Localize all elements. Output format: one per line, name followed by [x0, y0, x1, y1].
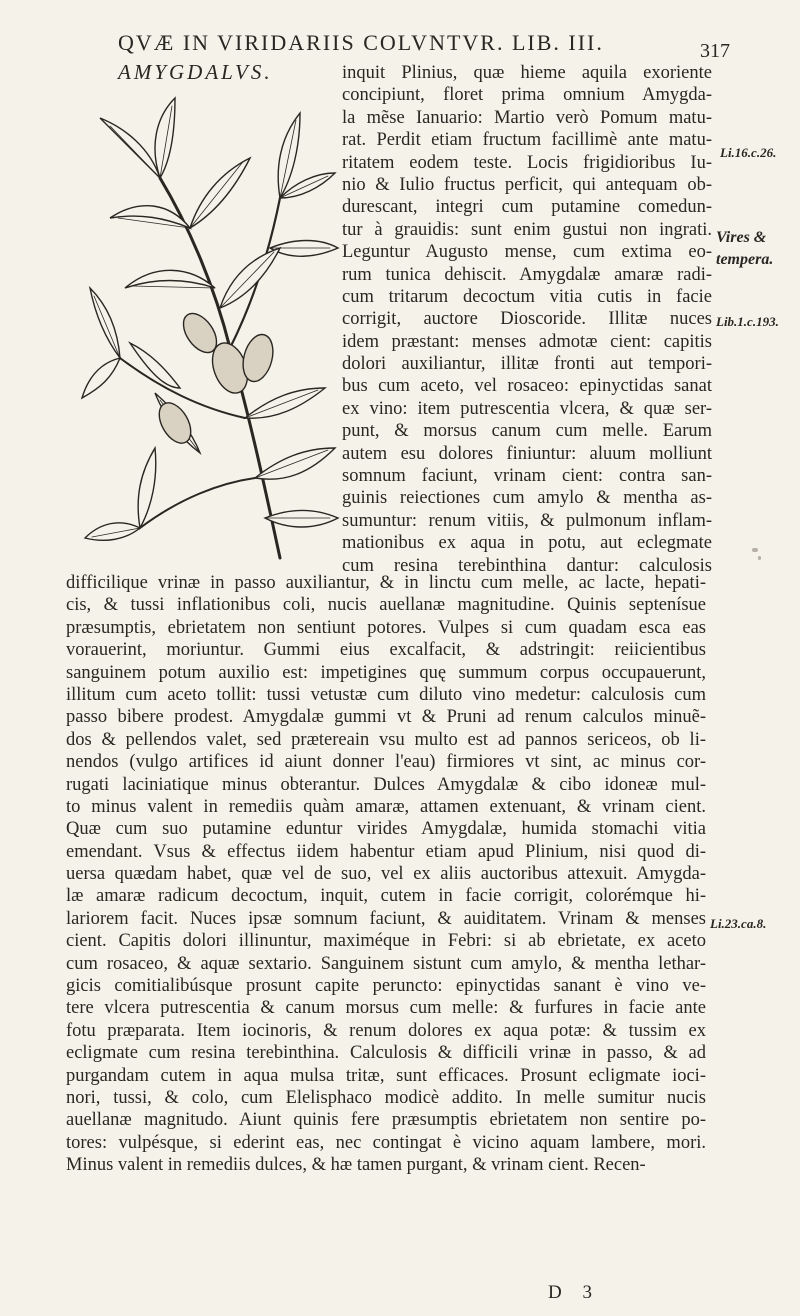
text-line: passo bibere prodest. Amygdalæ gummi vt & Pruni ad renum calculos minuẽ-: [66, 707, 706, 728]
text-line: rugati laciniatique minus obterantur. Dulces Amygdalæ & cibo idoneæ mul-: [66, 774, 706, 795]
ink-speck: [752, 548, 758, 552]
text-line: tere vlcera putrescentia & canum morsus cum melle: & furfures in facie ante: [66, 998, 706, 1019]
text-line: nendos (vulgo artifices id aiunt donner l'eau) firmiores vt sint, ac minus cor-: [66, 752, 706, 773]
text-line: cient. Capitis dolori illinuntur, maximéque in Febri: si ab ebrietate, ex aceto: [66, 931, 706, 952]
almond-branch-woodcut: [80, 88, 340, 578]
text-line: ex vino: item putrescentia vlcera, & quæ ser-: [342, 398, 712, 419]
text-line: Minus valent in remediis dulces, & hæ tamen purgant, & vrinam cient. Recen-: [66, 1155, 646, 1176]
text-line: gicis comitialibúsque prosunt capite perunctо: epinyctidas sanant è vino ve-: [66, 976, 706, 997]
text-line: uersa quædam habet, quæ vel de suo, vel ex aliis auctoribus attexuit. Amygda-: [66, 864, 706, 885]
text-column-narrow: [342, 62, 712, 577]
text-line: inquit Plinius, quæ hieme aquila exoriente: [342, 63, 712, 83]
text-line: autem esu dolores finiuntur: aluum molliunt: [342, 443, 712, 464]
margin-heading-tempera: tempera.: [716, 251, 774, 268]
margin-reference: Lib.1.c.193.: [716, 314, 779, 329]
text-line: auellanæ magnitudo. Aiunt quinis fere præsumptis ebrietatem non sentire po-: [66, 1110, 706, 1131]
text-line: rat. Perdit etiam fructum facillimè ante matu-: [342, 130, 712, 151]
text-line: læ amaræ radicum decoctum, inquit, cutem in facie corrigit, colorémque hi-: [66, 886, 706, 907]
text-line: sanguinem potum auxilio est: impetigines quę summum corpus occupauerunt,: [66, 662, 706, 683]
margin-reference: Li.16.c.26.: [720, 145, 777, 160]
text-line: bus cum aceto, vel rosaceo: epinyctidas sanat: [342, 376, 712, 397]
text-column-wide: [66, 572, 706, 1177]
text-line: nio & Iulio fructus perficit, qui antequam ob-: [342, 174, 712, 195]
text-line: somnum faciunt, vrinam cient: contra san-: [342, 466, 712, 487]
text-line: dolori auxiliantur, illitæ fronti aut tempori-: [342, 354, 712, 375]
text-line: ritatem eodem teste. Locis frigidioribus Iu-: [342, 152, 712, 173]
text-line: cis, & tussi inflationibus coli, nucis auellanæ magnitudine. Quinis septenísue: [66, 595, 706, 616]
text-line: mationibus ex aqua in potu, aut eclegmate: [342, 533, 712, 554]
text-line: la mẽse Ianuario: Martio verò Pomum matu-: [342, 107, 712, 128]
text-line: concipiunt, floret prima omnium Amygda-: [342, 85, 712, 106]
text-line: rum tunica dehiscit. Amygdalæ amaræ radi-: [342, 264, 712, 285]
text-line: Quæ cum suo putamine eduntur virides Amygdalæ, humida stomachi vitia: [66, 819, 706, 840]
text-line: cum tritarum decoctum vitia cutis in facie: [342, 286, 712, 307]
text-line: ecligmate cum resina terebinthina. Calculosis & difficili vrinæ in passo, & ad: [66, 1043, 706, 1064]
margin-heading-vires: Vires &: [716, 229, 767, 246]
text-line: præsumptis, ebrietatem non sentiunt potores. Vulpes si cum quadam esca eas: [66, 617, 706, 638]
text-line: cum resina terebinthina dantur: calculosis: [342, 555, 712, 576]
text-line: dos & pellendos valet, sed prætereain vsu multo est ad pannos sericeos, ob li-: [66, 729, 706, 750]
text-line: vorauerint, moriuntur. Gummi eius excalfacit, & adstringit: reiicientibus: [66, 640, 706, 661]
text-line: durescant, integri cum putamine comedun-: [342, 197, 712, 218]
text-line: idem præstant: menses admotæ cient: capitis: [342, 331, 712, 352]
section-heading: AMYGDALVS.: [118, 60, 273, 84]
signature-mark: D 3: [548, 1282, 600, 1303]
text-line: emendant. Vsus & effectus iidem habentur etiam apud Plinium, nisi quod di-: [66, 841, 706, 862]
text-line: cum rosaceo, & aquæ sextario. Sanguinem sistunt cum amylo, & mentha lethar-: [66, 953, 706, 974]
text-line: fotu præparata. Item iocinoris, & renum dolores ex aqua potæ: & tussim ex: [66, 1020, 706, 1041]
text-line: corrigit, auctore Dioscoride. Illitæ nuces: [342, 309, 712, 330]
page-number: 317: [700, 40, 730, 62]
text-line: tur à grauidis: sunt enim gustui non ingrati.: [342, 219, 712, 240]
text-line: Leguntur Augusto mense, cum extima eo-: [342, 242, 712, 263]
text-line: guinis reiectiones cum amylo & mentha as-: [342, 488, 712, 509]
ink-speck: [758, 556, 761, 560]
text-line: punt, & morsus canum cum melle. Earum: [342, 421, 712, 442]
text-line: illitum cum aceto tollit: tussi vetustæ cum diluto vino medetur: calculosis cum: [66, 684, 706, 705]
text-line: to minus valent in remediis quàm amaræ, attamen extenuant, & vrinam cient.: [66, 796, 706, 817]
text-line: tores: vulpésque, si ederint eas, nec contingat è vicino aquam lambere, mori.: [66, 1132, 706, 1153]
text-line: purgandam cutem in aqua mulsa tritæ, sunt efficaces. Prosunt ecligmate ioci-: [66, 1065, 706, 1086]
margin-reference: Li.23.ca.8.: [710, 916, 767, 931]
text-line: nori, tussi, & colo, cum Elelisphaco modicè addito. In melle sumitur nucis: [66, 1087, 706, 1108]
leaf-group: [82, 98, 338, 540]
text-line: sumuntur: renum vitiis, & pulmonum inflam-: [342, 510, 712, 531]
text-line: lariorem facit. Nuces ipsæ somnum faciunt, & auiditatem. Vrinam & menses: [66, 908, 706, 929]
running-head: QVÆ IN VIRIDARIIS COLVNTVR. LIB. III.: [118, 30, 604, 55]
text-line: difficilique vrinæ in passo auxiliantur, & in linctu cum melle, ac lacte, hepati-: [66, 573, 706, 593]
